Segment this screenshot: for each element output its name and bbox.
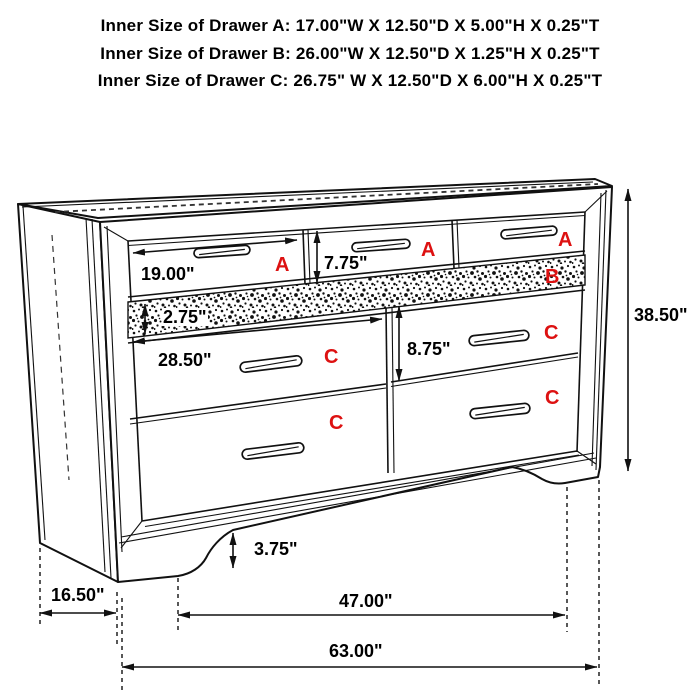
dim-label-overall-height: 38.50" xyxy=(634,305,688,325)
dim-label-drawer-a-height: 7.75" xyxy=(324,253,368,273)
drawer-c-lower-right-label: C xyxy=(545,387,560,409)
dim-label-drawer-a-width: 19.00" xyxy=(141,264,195,284)
header-line-drawer-c: Inner Size of Drawer C: 26.75" W X 12.50"D X 6.00"H X 0.25"T xyxy=(97,71,603,90)
dim-label-drawer-c-width: 28.50" xyxy=(158,350,212,370)
dim-label-overall-width: 63.00" xyxy=(329,641,383,661)
dim-label-base-height: 3.75" xyxy=(254,539,298,559)
drawer-c-upper-left-label: C xyxy=(324,346,339,368)
drawer-c-upper-right-label: C xyxy=(544,322,559,344)
dresser-body xyxy=(18,179,612,582)
drawer-c-lower-left-label: C xyxy=(329,412,344,434)
dim-label-side-depth: 16.50" xyxy=(51,585,105,605)
drawer-a3-label: A xyxy=(558,229,573,251)
header-line-drawer-a: Inner Size of Drawer A: 17.00"W X 12.50"D X 5.00"H X 0.25"T xyxy=(100,16,600,35)
dim-label-drawer-c-height: 8.75" xyxy=(407,339,451,359)
drawer-b-label: B xyxy=(545,266,560,288)
dim-label-drawer-b-height: 2.75" xyxy=(163,307,207,327)
drawer-a1-label: A xyxy=(275,254,290,276)
dim-label-feet-span: 47.00" xyxy=(339,591,393,611)
drawer-a2-label: A xyxy=(421,239,436,261)
header-line-drawer-b: Inner Size of Drawer B: 26.00"W X 12.50"D X 1.25"H X 0.25"T xyxy=(100,43,600,63)
